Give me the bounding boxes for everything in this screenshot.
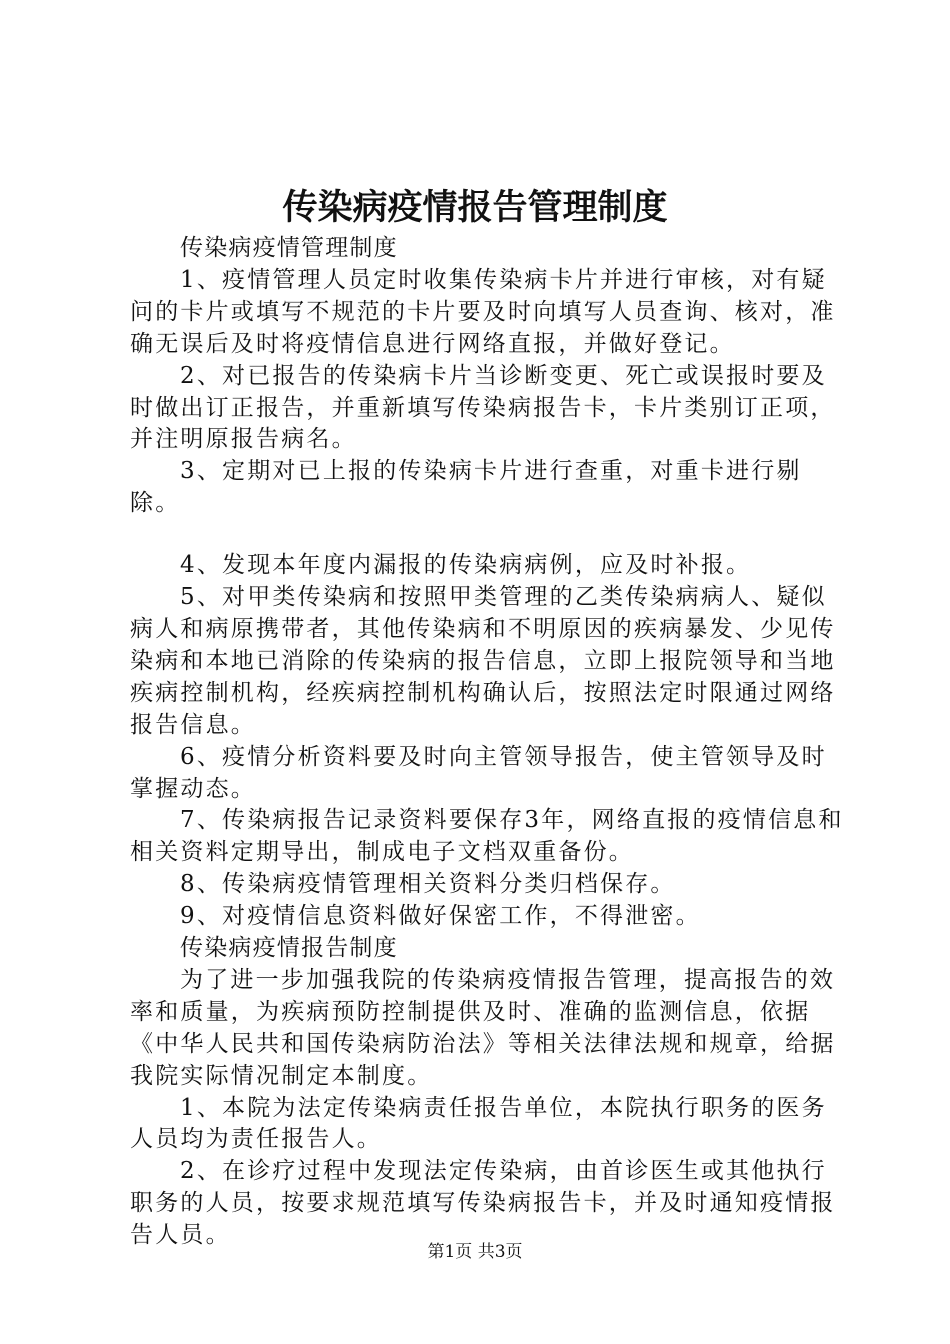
paragraph: 2、在诊疗过程中发现法定传染病，由首诊医生或其他执行职务的人员，按要求规范填写传染病报告卡，并及时通知疫情报告人员。 — [130, 1158, 836, 1249]
paragraph: 8、传染病疫情管理相关资料分类归档保存。 — [180, 871, 676, 898]
page-footer: 第1页 共3页 — [427, 1242, 523, 1262]
paragraph: 为了进一步加强我院的传染病疫情报告管理，提高报告的效率和质量，为疾病预防控制提供及时、准确的监测信息，依据《中华人民共和国传染病防治法》等相关法律法规和规章，给据我院实际情况制定本制度。 — [130, 966, 836, 1089]
paragraph: 3、定期对已上报的传染病卡片进行查重，对重卡进行剔除。 — [130, 458, 802, 517]
section-heading: 传染病疫情报告制度 — [180, 935, 398, 962]
paragraph: 1、本院为法定传染病责任报告单位，本院执行职务的医务人员均为责任报告人。 — [130, 1094, 827, 1153]
paragraph: 2、对已报告的传染病卡片当诊断变更、死亡或误报时要及时做出订正报告，并重新填写传染病报告卡，卡片类别订正项，并注明原报告病名。 — [130, 362, 836, 453]
paragraph: 9、对疫情信息资料做好保密工作，不得泄密。 — [180, 903, 701, 930]
paragraph: 5、对甲类传染病和按照甲类管理的乙类传染病病人、疑似病人和病原携带者，其他传染病和不明原因的疾病暴发、少见传染病和本地已消除的传染病的报告信息，立即上报院领导和当地疾病控制机构，经疾病控制机构确认后，按照法定时限通过网络报告信息。 — [130, 584, 836, 738]
document-body — [130, 233, 852, 1252]
section-heading: 传染病疫情管理制度 — [180, 235, 398, 261]
paragraph: 4、发现本年度内漏报的传染病病例，应及时补报。 — [180, 552, 752, 579]
paragraph: 7、传染病报告记录资料要保存3年，网络直报的疫情信息和相关资料定期导出，制成电子文档双重备份。 — [130, 807, 844, 866]
paragraph: 1、疫情管理人员定时收集传染病卡片并进行审核，对有疑问的卡片或填写不规范的卡片要及时向填写人员查询、核对，准确无误后及时将疫情信息进行网络直报，并做好登记。 — [130, 266, 836, 357]
paragraph: 6、疫情分析资料要及时向主管领导报告，使主管领导及时掌握动态。 — [130, 743, 827, 802]
document-title: 传染病疫情报告管理制度 — [282, 187, 668, 228]
